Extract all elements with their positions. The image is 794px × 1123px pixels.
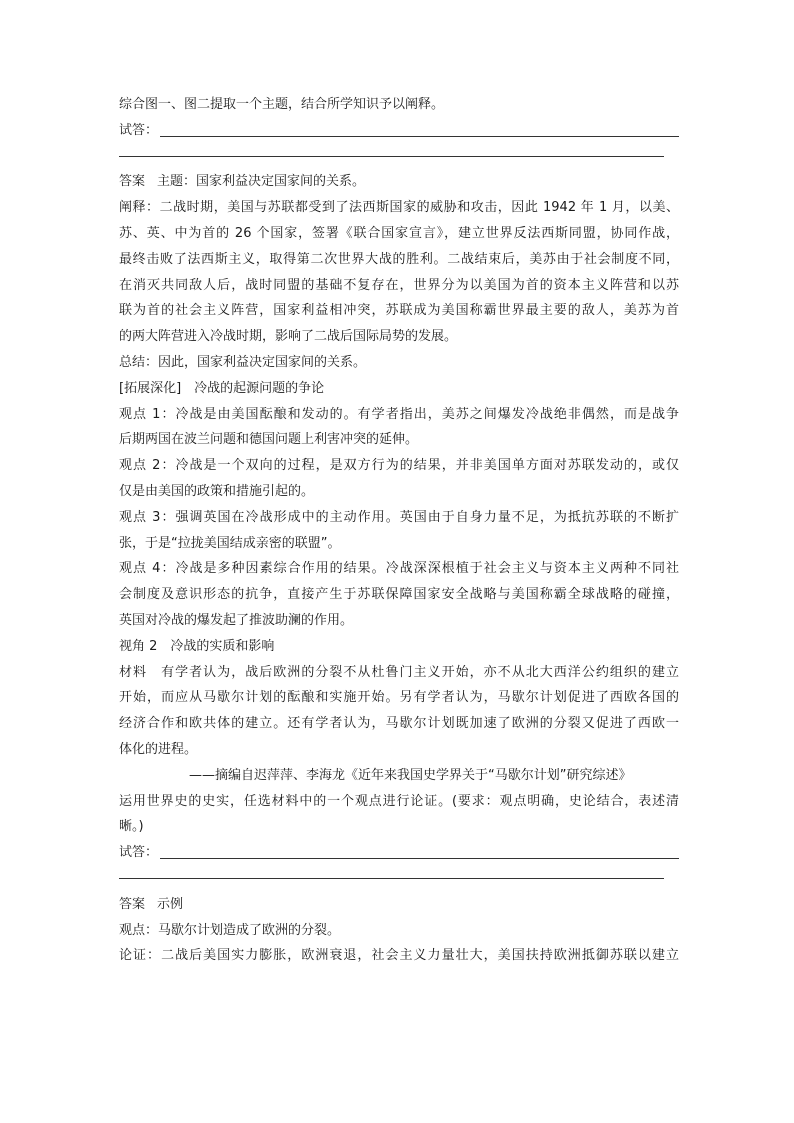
- answer-theme: 主题：国家利益决定国家间的关系。: [157, 174, 366, 190]
- viewpoint-line: 观点 3：强调英国在冷战形成中的主动作用。英国由于自身力量不足，为抵抗苏联的不断扩: [119, 509, 679, 525]
- answer-field-2[interactable]: [119, 840, 679, 866]
- viewpoint-statement: 观点：马歇尔计划造成了欧洲的分裂。: [119, 922, 341, 938]
- question-prompt: 综合图一、图二提取一个主题，结合所学知识予以阐释。: [119, 97, 445, 112]
- material-line: 经济合作和欧共体的建立。还有学者认为，马歇尔计划既加速了欧洲的分裂又促进了西欧一: [119, 716, 679, 732]
- document-page: [119, 92, 679, 969]
- answer-head-label: 答案: [119, 174, 146, 190]
- explanation-line: 的两大阵营进入冷战时期，影响了二战后国际局势的发展。: [119, 329, 458, 345]
- viewpoint-line: 观点 4：冷战是多种因素综合作用的结果。冷战深深根植于社会主义与资本主义两种不同社: [119, 561, 679, 577]
- argument-line: 论证：二战后美国实力膨胀，欧洲衰退，社会主义力量壮大，美国扶持欧洲抵御苏联以建立: [119, 948, 679, 964]
- material-source: ——摘编自迟萍萍、李海龙《近年来我国史学界关于“马歇尔计划”研究综述》: [189, 767, 632, 783]
- question-line: 晰。): [119, 819, 144, 835]
- answer-underline: [160, 857, 679, 859]
- answer-blank-line[interactable]: [119, 866, 679, 892]
- answer-underline: [160, 135, 679, 137]
- viewpoint-line: 会制度及意识形态的抗争，直接产生于苏联保障国家安全战略与美国称霸全球战略的碰撞，: [119, 587, 679, 603]
- question-line: 运用世界史的史实，任选材料中的一个观点进行论证。(要求：观点明确，史论结合，表述清: [119, 793, 679, 809]
- answer-blank-line[interactable]: [119, 144, 679, 170]
- viewpoint-line: 观点 1：冷战是由美国酝酿和发动的。有学者指出，美苏之间爆发冷战绝非偶然，而是战争: [119, 406, 679, 422]
- viewpoint-line: 观点 2：冷战是一个双向的过程，是双方行为的结果，并非美国单方面对苏联发动的，或仅: [119, 458, 679, 474]
- viewpoint-line: 张，于是“拉拢美国结成亲密的联盟”。: [119, 535, 341, 551]
- viewpoint-line: 仅是由美国的政策和措施引起的。: [119, 483, 315, 499]
- explanation-line: 阐释：二战时期，美国与苏联都受到了法西斯国家的威胁和攻击，因此 1942 年 1 月，以美、: [119, 200, 679, 216]
- material-line: 材料 有学者认为，战后欧洲的分裂不从杜鲁门主义开始，亦不从北大西洋公约组织的建立: [119, 664, 679, 680]
- explanation-line: 联为首的社会主义阵营，国家利益相冲突，苏联成为美国称霸世界最主要的敌人，美苏为首: [119, 303, 679, 319]
- viewpoint-line: 英国对冷战的爆发起了推波助澜的作用。: [119, 612, 354, 628]
- answer-label: 试答：: [119, 845, 159, 861]
- summary-line: 总结：因此，国家利益决定国家间的关系。: [119, 354, 367, 370]
- material-line: 体化的进程。: [119, 741, 198, 757]
- answer-example-label: 示例: [157, 896, 184, 912]
- explanation-line: 最终击败了法西斯主义，取得第二次世界大战的胜利。二战结束后，美苏由于社会制度不同，: [119, 251, 679, 267]
- answer-head-label: 答案: [119, 896, 146, 912]
- section-title-extend: [拓展深化] 冷战的起源问题的争论: [119, 380, 325, 396]
- explanation-line: 苏、英、中为首的 26 个国家，签署《联合国家宣言》，建立世界反法西斯同盟，协同作战，: [119, 225, 679, 241]
- section-title-view2: 视角 2 冷战的实质和影响: [119, 638, 275, 654]
- answer-heading: [119, 892, 679, 918]
- material-line: 开始，而应从马歇尔计划的酝酿和实施开始。另有学者认为，马歇尔计划促进了西欧各国的: [119, 690, 679, 706]
- answer-field-1[interactable]: [119, 118, 679, 144]
- answer-label: 试答：: [119, 122, 159, 138]
- viewpoint-line: 后期两国在波兰问题和德国问题上利害冲突的延伸。: [119, 432, 419, 448]
- answer-heading: [119, 169, 679, 195]
- explanation-line: 在消灭共同敌人后，战时同盟的基础不复存在，世界分为以美国为首的资本主义阵营和以苏: [119, 277, 679, 293]
